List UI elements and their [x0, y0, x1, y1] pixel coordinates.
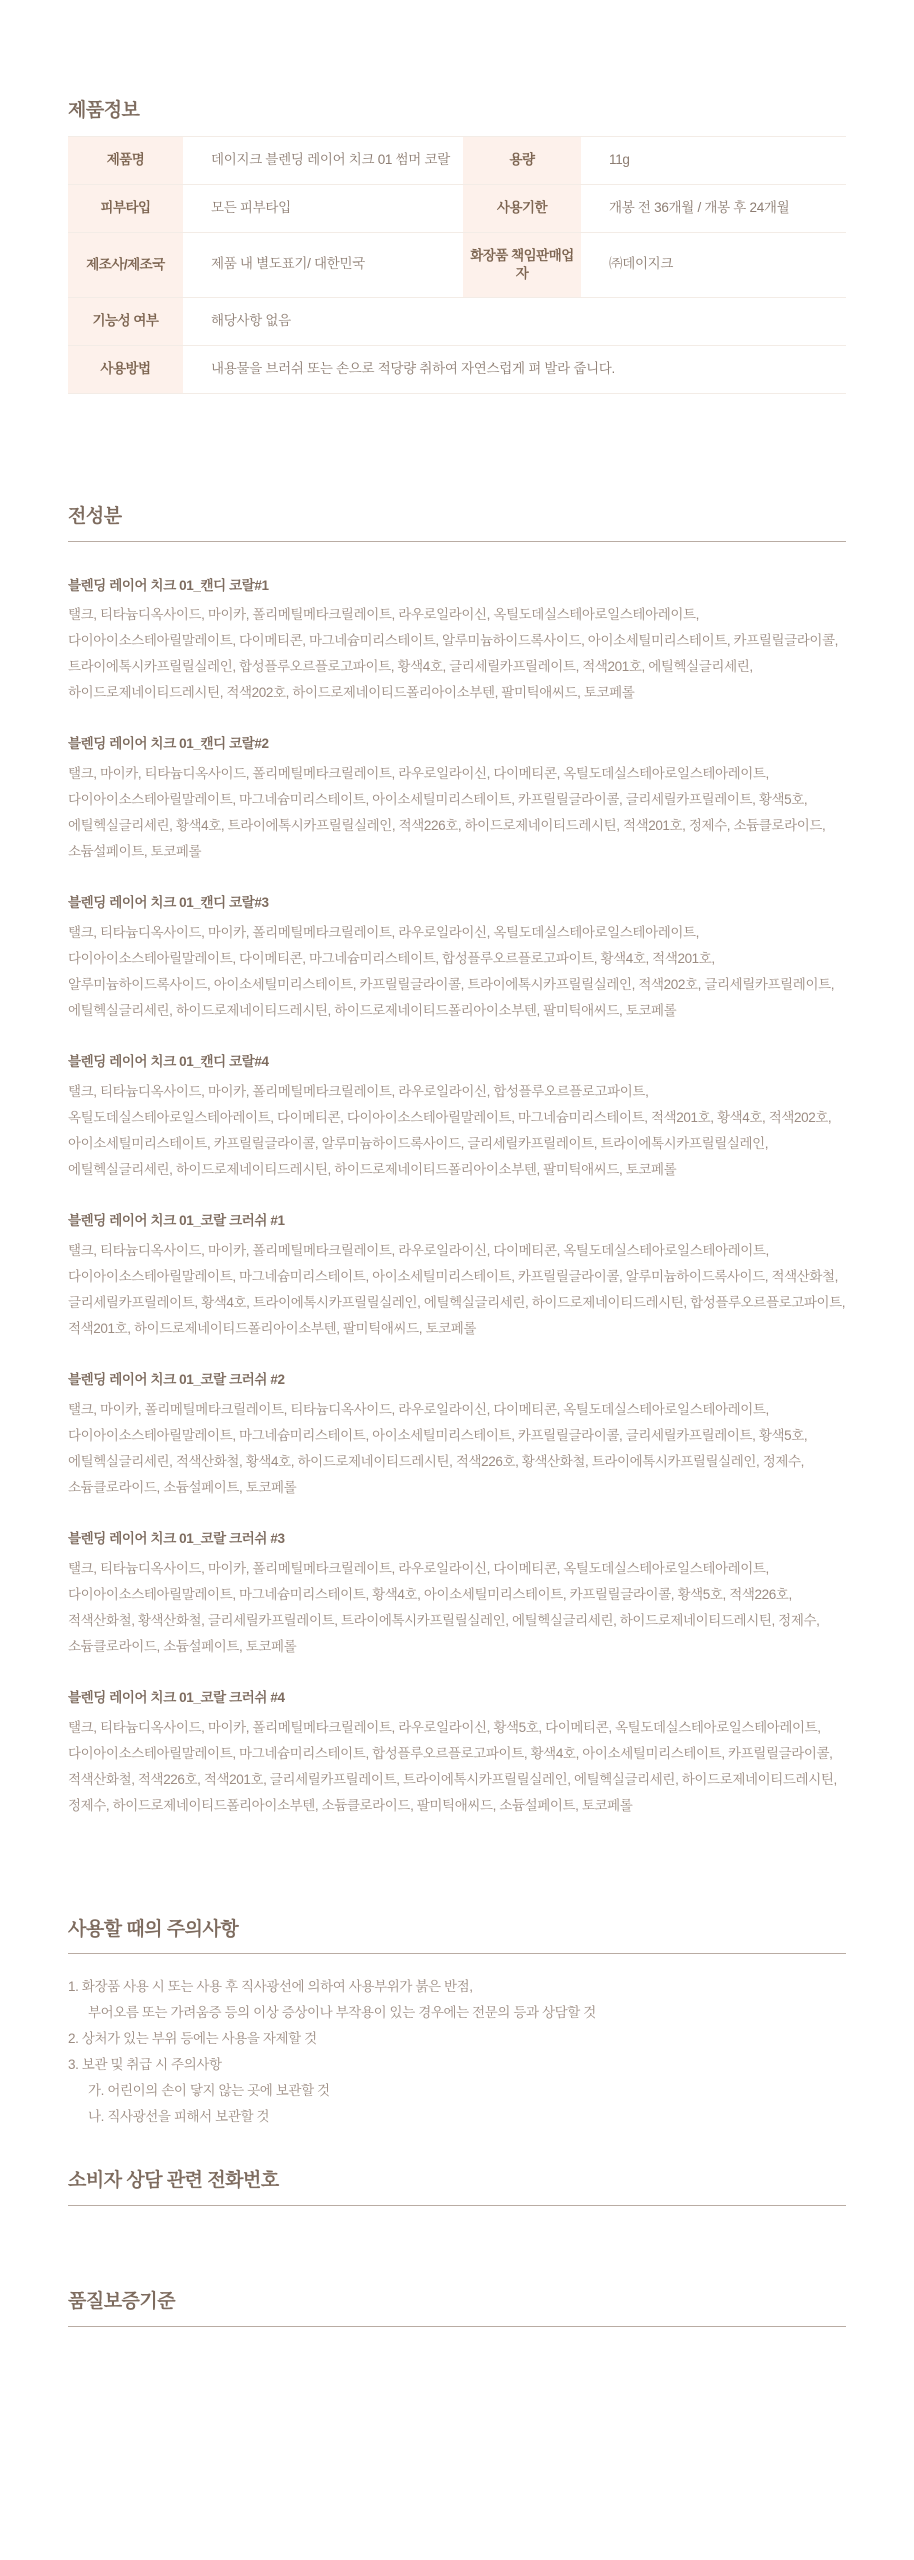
field-value: ㈜데이지크 [609, 256, 674, 272]
ingredient-block-coral-crush-3 [68, 1531, 846, 1660]
ingredient-list-text: 탤크, 마이카, 티타늄디옥사이드, 폴리메틸메타크릴레이트, 라우로일라이신, 다이메티콘, 옥틸도데실스테아로일스테아레이트, 다이아이소스테아릴말레이트, 마그네슘미리스테이트, 아이소세틸미리스테이트, 카프릴릴글라이콜, 글리세릴카프릴레이트, 황색5호, 에틸헥실글리세린, 황색4호, 트라이에톡시카프릴릴실레인, 적색226호, 하이드로제네이티드레시틴, 적색201호, 정제수, 소듐클로라이드, 소듐설페이트, 토코페롤 [68, 766, 826, 860]
ingredient-block-title: 블렌딩 레이어 치크 01_캔디 코랄#4 [68, 1054, 269, 1070]
ingredient-block-title: 블렌딩 레이어 치크 01_코랄 크러쉬 #4 [68, 1689, 285, 1705]
section-divider [68, 2326, 846, 2327]
section-title-cautions: 사용할 때의 주의사항 [68, 1918, 239, 1940]
product-info-table [68, 136, 846, 394]
field-value: 내용물을 브러쉬 또는 손으로 적당량 취하여 자연스럽게 펴 발라 줍니다. [211, 360, 615, 376]
section-title-ingredients: 전성분 [68, 505, 122, 527]
table-row-functionality [68, 298, 846, 346]
field-value: 11g [609, 151, 630, 167]
ingredient-block-coral-crush-2 [68, 1372, 846, 1501]
section-title-consumer-contact: 소비자 상담 관련 전화번호 [68, 2170, 279, 2192]
ingredient-list-text: 탤크, 티타늄디옥사이드, 마이카, 폴리메틸메타크릴레이트, 라우로일라이신, 다이메티콘, 옥틸도데실스테아로일스테아레이트, 다이아이소스테아릴말레이트, 마그네슘미리스테이트, 아이소세틸미리스테이트, 카프릴릴글라이콜, 알루미늄하이드록사이드, 적색산화철, 글리세릴카프릴레이트, 황색4호, 트라이에톡시카프릴릴실레인, 에틸헥실글리세린, 하이드로제네이티드레시틴, 합성플루오르플로고파이트, 적색201호, 하이드로제네이티드폴리아이소부텐, 팔미틱애씨드, 토코페롤 [68, 1242, 846, 1336]
ingredient-block-title: 블렌딩 레이어 치크 01_캔디 코랄#2 [68, 736, 269, 752]
field-value: 제품 내 별도표기/ 대한민국 [211, 256, 365, 272]
table-row-product-name [68, 136, 846, 184]
ingredient-list-text: 탤크, 티타늄디옥사이드, 마이카, 폴리메틸메타크릴레이트, 라우로일라이신, 옥틸도데실스테아로일스테아레이트, 다이아이소스테아릴말레이트, 다이메티콘, 마그네슘미리스테이트, 알루미늄하이드록사이드, 아이소세틸미리스테이트, 카프릴릴글라이콜, 트라이에톡시카프릴릴실레인, 합성플루오르플로고파이트, 황색4호, 글리세릴카프릴레이트, 적색201호, 에틸헥실글리세린, 하이드로제네이티드레시틴, 적색202호, 하이드로제네이티드폴리아이소부텐, 팔미틱애씨드, 토코페롤 [68, 607, 839, 701]
table-row-manufacturer [68, 232, 846, 297]
consumer-contact-section [68, 2170, 846, 2206]
section-title-quality-standard: 품질보증기준 [68, 2291, 176, 2313]
ingredient-list-text: 탤크, 티타늄디옥사이드, 마이카, 폴리메틸메타크릴레이트, 라우로일라이신, 합성플루오르플로고파이트, 옥틸도데실스테아로일스테아레이트, 다이메티콘, 다이아이소스테아릴말레이트, 마그네슘미리스테이트, 적색201호, 황색4호, 적색202호, 아이소세틸미리스테이트, 카프릴릴글라이콜, 알루미늄하이드록사이드, 글리세릴카프릴레이트, 트라이에톡시카프릴릴실레인, 에틸헥실글리세린, 하이드로제네이티드레시틴, 하이드로제네이티드폴리아이소부텐, 팔미틱애씨드, 토코페롤 [68, 1084, 832, 1178]
ingredient-block-title: 블렌딩 레이어 치크 01_코랄 크러쉬 #1 [68, 1213, 285, 1229]
ingredient-list-text: 탤크, 티타늄디옥사이드, 마이카, 폴리메틸메타크릴레이트, 라우로일라이신, 다이메티콘, 옥틸도데실스테아로일스테아레이트, 다이아이소스테아릴말레이트, 마그네슘미리스테이트, 황색4호, 아이소세틸미리스테이트, 카프릴릴글라이콜, 황색5호, 적색226호, 적색산화철, 황색산화철, 글리세릴카프릴레이트, 트라이에톡시카프릴릴실레인, 에틸헥실글리세린, 하이드로제네이티드레시틴, 정제수, 소듐클로라이드, 소듐설페이트, 토코페롤 [68, 1560, 820, 1654]
ingredient-block-coral-crush-4 [68, 1690, 846, 1819]
table-row-usage [68, 345, 846, 393]
ingredient-block-title: 블렌딩 레이어 치크 01_캔디 코랄#1 [68, 577, 269, 593]
field-label: 제조사/제조국 [68, 232, 183, 297]
field-label: 피부타입 [68, 184, 183, 232]
ingredient-block-candy-coral-3 [68, 895, 846, 1024]
ingredient-block-candy-coral-1 [68, 578, 846, 707]
caution-item-continued: 부어오름 또는 가려움증 등의 이상 증상이나 부작용이 있는 경우에는 전문의 등과 상담할 것 [88, 2005, 596, 2021]
caution-item: 3. 보관 및 취급 시 주의사항 [68, 2057, 222, 2073]
field-value: 데이지크 블렌딩 레이어 치크 01 썸머 코랄 [211, 151, 450, 167]
ingredient-block-candy-coral-4 [68, 1054, 846, 1183]
quality-standard-section [68, 2291, 846, 2327]
ingredient-block-title: 블렌딩 레이어 치크 01_캔디 코랄#3 [68, 895, 269, 911]
caution-sub-item: 가. 어린이의 손이 닿지 않는 곳에 보관할 것 [88, 2083, 330, 2099]
ingredient-block-title: 블렌딩 레이어 치크 01_코랄 크러쉬 #2 [68, 1371, 285, 1387]
ingredient-block-candy-coral-2 [68, 736, 846, 865]
product-info-section [68, 100, 846, 394]
caution-list [68, 1974, 846, 2130]
field-label: 제품명 [68, 136, 183, 184]
field-value: 모든 피부타입 [211, 199, 291, 215]
section-divider [68, 541, 846, 542]
ingredient-block-title: 블렌딩 레이어 치크 01_코랄 크러쉬 #3 [68, 1530, 285, 1546]
ingredient-list-text: 탤크, 티타늄디옥사이드, 마이카, 폴리메틸메타크릴레이트, 라우로일라이신, 옥틸도데실스테아로일스테아레이트, 다이아이소스테아릴말레이트, 다이메티콘, 마그네슘미리스테이트, 합성플루오르플로고파이트, 황색4호, 적색201호, 알루미늄하이드록사이드, 아이소세틸미리스테이트, 카프릴릴글라이콜, 트라이에톡시카프릴릴실레인, 적색202호, 글리세릴카프릴레이트, 에틸헥실글리세린, 하이드로제네이티드레시틴, 하이드로제네이티드폴리아이소부텐, 팔미틱애씨드, 토코페롤 [68, 925, 835, 1019]
section-title-product-info: 제품정보 [68, 100, 140, 121]
cautions-section [68, 1919, 846, 2131]
caution-item: 2. 상처가 있는 부위 등에는 사용을 자제할 것 [68, 2031, 317, 2047]
field-value: 해당사항 없음 [211, 313, 291, 329]
ingredient-list-text: 탤크, 마이카, 폴리메틸메타크릴레이트, 티타늄디옥사이드, 라우로일라이신, 다이메티콘, 옥틸도데실스테아로일스테아레이트, 다이아이소스테아릴말레이트, 마그네슘미리스테이트, 아이소세틸미리스테이트, 카프릴릴글라이콜, 글리세릴카프릴레이트, 황색5호, 에틸헥실글리세린, 적색산화철, 황색4호, 하이드로제네이티드레시틴, 적색226호, 황색산화철, 트라이에톡시카프릴릴실레인, 정제수, 소듐클로라이드, 소듐설페이트, 토코페롤 [68, 1401, 808, 1495]
caution-item: 1. 화장품 사용 시 또는 사용 후 직사광선에 의하여 사용부위가 붉은 반점, [68, 1979, 473, 1995]
field-value: 개봉 전 36개월 / 개봉 후 24개월 [609, 199, 790, 215]
field-label: 기능성 여부 [68, 298, 183, 346]
section-divider [68, 1953, 846, 1954]
section-divider [68, 2205, 846, 2206]
field-label: 화장품 책임판매업자 [463, 232, 581, 297]
table-row-skin-type [68, 184, 846, 232]
field-label: 사용방법 [68, 345, 183, 393]
ingredient-list-text: 탤크, 티타늄디옥사이드, 마이카, 폴리메틸메타크릴레이트, 라우로일라이신, 황색5호, 다이메티콘, 옥틸도데실스테아로일스테아레이트, 다이아이소스테아릴말레이트, 마그네슘미리스테이트, 합성플루오르플로고파이트, 황색4호, 아이소세틸미리스테이트, 카프릴릴글라이콜, 적색산화철, 적색226호, 적색201호, 글리세릴카프릴레이트, 트라이에톡시카프릴릴실레인, 에틸헥실글리세린, 하이드로제네이티드레시틴, 정제수, 하이드로제네이티드폴리아이소부텐, 소듐클로라이드, 팔미틱애씨드, 소듐설페이트, 토코페롤 [68, 1719, 837, 1813]
ingredients-section [68, 506, 846, 1819]
field-label: 사용기한 [463, 184, 581, 232]
ingredient-block-coral-crush-1 [68, 1213, 846, 1342]
caution-sub-item: 나. 직사광선을 피해서 보관할 것 [88, 2109, 270, 2125]
field-label: 용량 [463, 136, 581, 184]
